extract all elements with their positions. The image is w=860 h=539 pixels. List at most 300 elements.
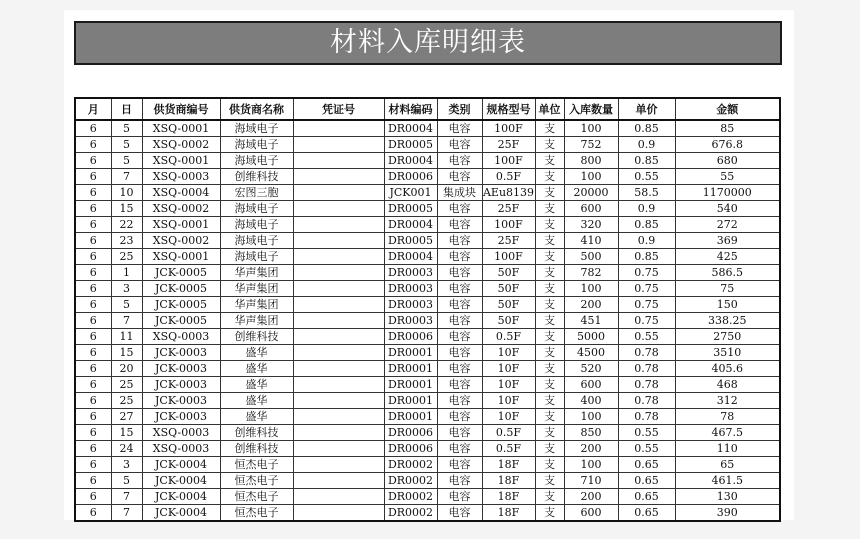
amount-cell[interactable]: 85: [675, 120, 780, 137]
material-code-cell[interactable]: DR0006: [384, 425, 437, 441]
spec-cell[interactable]: 10F: [482, 377, 535, 393]
category-cell[interactable]: 电容: [437, 329, 482, 345]
month-cell[interactable]: 6: [75, 345, 111, 361]
col-header-amount[interactable]: 金额: [675, 98, 780, 120]
quantity-cell[interactable]: 600: [564, 377, 618, 393]
supplier-name-cell[interactable]: 盛华: [220, 361, 293, 377]
voucher-cell[interactable]: [293, 441, 384, 457]
unit-price-cell[interactable]: 0.55: [618, 169, 675, 185]
material-code-cell[interactable]: DR0001: [384, 393, 437, 409]
material-code-cell[interactable]: DR0001: [384, 377, 437, 393]
voucher-cell[interactable]: [293, 489, 384, 505]
amount-cell[interactable]: 425: [675, 249, 780, 265]
month-cell[interactable]: 6: [75, 169, 111, 185]
material-code-cell[interactable]: DR0004: [384, 153, 437, 169]
category-cell[interactable]: 电容: [437, 377, 482, 393]
category-cell[interactable]: 电容: [437, 297, 482, 313]
category-cell[interactable]: 电容: [437, 425, 482, 441]
amount-cell[interactable]: 338.25: [675, 313, 780, 329]
quantity-cell[interactable]: 400: [564, 393, 618, 409]
unit-cell[interactable]: 支: [535, 281, 564, 297]
day-cell[interactable]: 5: [111, 473, 142, 489]
supplier-name-cell[interactable]: 海域电子: [220, 217, 293, 233]
voucher-cell[interactable]: [293, 505, 384, 522]
day-cell[interactable]: 7: [111, 169, 142, 185]
amount-cell[interactable]: 1170000: [675, 185, 780, 201]
material-code-cell[interactable]: DR0004: [384, 249, 437, 265]
supplier-name-cell[interactable]: 海域电子: [220, 153, 293, 169]
month-cell[interactable]: 6: [75, 153, 111, 169]
spec-cell[interactable]: 50F: [482, 297, 535, 313]
day-cell[interactable]: 5: [111, 120, 142, 137]
category-cell[interactable]: 电容: [437, 345, 482, 361]
month-cell[interactable]: 6: [75, 281, 111, 297]
material-code-cell[interactable]: DR0004: [384, 217, 437, 233]
category-cell[interactable]: 电容: [437, 457, 482, 473]
voucher-cell[interactable]: [293, 425, 384, 441]
supplier-id-cell[interactable]: XSQ-0001: [142, 249, 220, 265]
amount-cell[interactable]: 272: [675, 217, 780, 233]
month-cell[interactable]: 6: [75, 473, 111, 489]
voucher-cell[interactable]: [293, 265, 384, 281]
voucher-cell[interactable]: [293, 473, 384, 489]
supplier-name-cell[interactable]: 恒杰电子: [220, 489, 293, 505]
quantity-cell[interactable]: 200: [564, 441, 618, 457]
amount-cell[interactable]: 312: [675, 393, 780, 409]
voucher-cell[interactable]: [293, 201, 384, 217]
supplier-name-cell[interactable]: 海域电子: [220, 137, 293, 153]
day-cell[interactable]: 20: [111, 361, 142, 377]
unit-price-cell[interactable]: 0.75: [618, 313, 675, 329]
unit-cell[interactable]: 支: [535, 329, 564, 345]
spec-cell[interactable]: 18F: [482, 457, 535, 473]
unit-price-cell[interactable]: 0.85: [618, 249, 675, 265]
voucher-cell[interactable]: [293, 120, 384, 137]
day-cell[interactable]: 3: [111, 457, 142, 473]
supplier-name-cell[interactable]: 盛华: [220, 345, 293, 361]
material-code-cell[interactable]: DR0001: [384, 345, 437, 361]
month-cell[interactable]: 6: [75, 361, 111, 377]
material-code-cell[interactable]: DR0002: [384, 457, 437, 473]
amount-cell[interactable]: 75: [675, 281, 780, 297]
col-header-spec[interactable]: 规格型号: [482, 98, 535, 120]
category-cell[interactable]: 电容: [437, 153, 482, 169]
voucher-cell[interactable]: [293, 377, 384, 393]
unit-cell[interactable]: 支: [535, 201, 564, 217]
voucher-cell[interactable]: [293, 345, 384, 361]
quantity-cell[interactable]: 520: [564, 361, 618, 377]
unit-cell[interactable]: 支: [535, 361, 564, 377]
material-code-cell[interactable]: DR0005: [384, 233, 437, 249]
month-cell[interactable]: 6: [75, 120, 111, 137]
unit-price-cell[interactable]: 0.85: [618, 120, 675, 137]
material-code-cell[interactable]: DR0004: [384, 120, 437, 137]
day-cell[interactable]: 1: [111, 265, 142, 281]
material-code-cell[interactable]: DR0001: [384, 409, 437, 425]
voucher-cell[interactable]: [293, 137, 384, 153]
unit-price-cell[interactable]: 0.65: [618, 505, 675, 522]
category-cell[interactable]: 电容: [437, 361, 482, 377]
unit-price-cell[interactable]: 0.65: [618, 489, 675, 505]
unit-cell[interactable]: 支: [535, 153, 564, 169]
unit-price-cell[interactable]: 0.78: [618, 409, 675, 425]
spec-cell[interactable]: 100F: [482, 217, 535, 233]
supplier-id-cell[interactable]: XSQ-0001: [142, 153, 220, 169]
supplier-name-cell[interactable]: 海域电子: [220, 249, 293, 265]
unit-price-cell[interactable]: 0.78: [618, 361, 675, 377]
spec-cell[interactable]: 18F: [482, 489, 535, 505]
quantity-cell[interactable]: 100: [564, 169, 618, 185]
day-cell[interactable]: 23: [111, 233, 142, 249]
material-code-cell[interactable]: DR0001: [384, 361, 437, 377]
unit-cell[interactable]: 支: [535, 425, 564, 441]
category-cell[interactable]: 电容: [437, 393, 482, 409]
supplier-id-cell[interactable]: JCK-0005: [142, 265, 220, 281]
spec-cell[interactable]: 50F: [482, 313, 535, 329]
supplier-name-cell[interactable]: 创维科技: [220, 441, 293, 457]
spec-cell[interactable]: 18F: [482, 473, 535, 489]
voucher-cell[interactable]: [293, 329, 384, 345]
supplier-id-cell[interactable]: JCK-0004: [142, 505, 220, 522]
supplier-id-cell[interactable]: XSQ-0004: [142, 185, 220, 201]
amount-cell[interactable]: 150: [675, 297, 780, 313]
quantity-cell[interactable]: 4500: [564, 345, 618, 361]
day-cell[interactable]: 7: [111, 313, 142, 329]
supplier-name-cell[interactable]: 华声集团: [220, 297, 293, 313]
unit-price-cell[interactable]: 0.85: [618, 153, 675, 169]
unit-price-cell[interactable]: 0.75: [618, 297, 675, 313]
spec-cell[interactable]: 0.5F: [482, 169, 535, 185]
unit-cell[interactable]: 支: [535, 457, 564, 473]
unit-price-cell[interactable]: 0.65: [618, 457, 675, 473]
material-code-cell[interactable]: DR0006: [384, 329, 437, 345]
unit-price-cell[interactable]: 0.78: [618, 345, 675, 361]
month-cell[interactable]: 6: [75, 185, 111, 201]
amount-cell[interactable]: 461.5: [675, 473, 780, 489]
month-cell[interactable]: 6: [75, 201, 111, 217]
quantity-cell[interactable]: 20000: [564, 185, 618, 201]
supplier-name-cell[interactable]: 华声集团: [220, 281, 293, 297]
unit-price-cell[interactable]: 0.78: [618, 393, 675, 409]
month-cell[interactable]: 6: [75, 409, 111, 425]
unit-cell[interactable]: 支: [535, 169, 564, 185]
voucher-cell[interactable]: [293, 313, 384, 329]
unit-cell[interactable]: 支: [535, 233, 564, 249]
spec-cell[interactable]: 50F: [482, 281, 535, 297]
category-cell[interactable]: 集成块: [437, 185, 482, 201]
quantity-cell[interactable]: 200: [564, 297, 618, 313]
amount-cell[interactable]: 78: [675, 409, 780, 425]
quantity-cell[interactable]: 752: [564, 137, 618, 153]
supplier-name-cell[interactable]: 创维科技: [220, 169, 293, 185]
spec-cell[interactable]: 0.5F: [482, 425, 535, 441]
amount-cell[interactable]: 65: [675, 457, 780, 473]
supplier-name-cell[interactable]: 宏图三胞: [220, 185, 293, 201]
month-cell[interactable]: 6: [75, 297, 111, 313]
material-code-cell[interactable]: DR0002: [384, 473, 437, 489]
category-cell[interactable]: 电容: [437, 249, 482, 265]
unit-cell[interactable]: 支: [535, 473, 564, 489]
month-cell[interactable]: 6: [75, 377, 111, 393]
supplier-name-cell[interactable]: 海域电子: [220, 201, 293, 217]
amount-cell[interactable]: 676.8: [675, 137, 780, 153]
category-cell[interactable]: 电容: [437, 409, 482, 425]
quantity-cell[interactable]: 100: [564, 409, 618, 425]
unit-price-cell[interactable]: 0.9: [618, 201, 675, 217]
quantity-cell[interactable]: 600: [564, 201, 618, 217]
col-header-month[interactable]: 月: [75, 98, 111, 120]
supplier-id-cell[interactable]: XSQ-0003: [142, 329, 220, 345]
quantity-cell[interactable]: 100: [564, 281, 618, 297]
material-code-cell[interactable]: DR0003: [384, 281, 437, 297]
supplier-name-cell[interactable]: 恒杰电子: [220, 457, 293, 473]
month-cell[interactable]: 6: [75, 457, 111, 473]
unit-cell[interactable]: 支: [535, 393, 564, 409]
quantity-cell[interactable]: 710: [564, 473, 618, 489]
voucher-cell[interactable]: [293, 249, 384, 265]
material-code-cell[interactable]: DR0006: [384, 441, 437, 457]
col-header-voucher-no[interactable]: 凭证号: [293, 98, 384, 120]
supplier-name-cell[interactable]: 创维科技: [220, 329, 293, 345]
unit-cell[interactable]: 支: [535, 137, 564, 153]
col-header-quantity[interactable]: 入库数量: [564, 98, 618, 120]
day-cell[interactable]: 25: [111, 249, 142, 265]
amount-cell[interactable]: 55: [675, 169, 780, 185]
supplier-id-cell[interactable]: JCK-0004: [142, 489, 220, 505]
voucher-cell[interactable]: [293, 457, 384, 473]
material-code-cell[interactable]: DR0005: [384, 137, 437, 153]
voucher-cell[interactable]: [293, 409, 384, 425]
amount-cell[interactable]: 369: [675, 233, 780, 249]
quantity-cell[interactable]: 800: [564, 153, 618, 169]
supplier-id-cell[interactable]: XSQ-0002: [142, 201, 220, 217]
spec-cell[interactable]: 10F: [482, 393, 535, 409]
material-code-cell[interactable]: DR0003: [384, 297, 437, 313]
voucher-cell[interactable]: [293, 217, 384, 233]
voucher-cell[interactable]: [293, 169, 384, 185]
quantity-cell[interactable]: 320: [564, 217, 618, 233]
quantity-cell[interactable]: 100: [564, 457, 618, 473]
spec-cell[interactable]: 100F: [482, 153, 535, 169]
spec-cell[interactable]: 25F: [482, 137, 535, 153]
supplier-id-cell[interactable]: XSQ-0002: [142, 137, 220, 153]
unit-cell[interactable]: 支: [535, 217, 564, 233]
month-cell[interactable]: 6: [75, 393, 111, 409]
category-cell[interactable]: 电容: [437, 313, 482, 329]
day-cell[interactable]: 5: [111, 153, 142, 169]
material-code-cell[interactable]: DR0002: [384, 505, 437, 522]
spec-cell[interactable]: 100F: [482, 120, 535, 137]
amount-cell[interactable]: 467.5: [675, 425, 780, 441]
material-code-cell[interactable]: DR0002: [384, 489, 437, 505]
supplier-id-cell[interactable]: JCK-0003: [142, 377, 220, 393]
unit-cell[interactable]: 支: [535, 505, 564, 522]
amount-cell[interactable]: 130: [675, 489, 780, 505]
month-cell[interactable]: 6: [75, 217, 111, 233]
month-cell[interactable]: 6: [75, 489, 111, 505]
voucher-cell[interactable]: [293, 281, 384, 297]
supplier-name-cell[interactable]: 恒杰电子: [220, 473, 293, 489]
day-cell[interactable]: 15: [111, 345, 142, 361]
category-cell[interactable]: 电容: [437, 505, 482, 522]
amount-cell[interactable]: 110: [675, 441, 780, 457]
quantity-cell[interactable]: 600: [564, 505, 618, 522]
supplier-name-cell[interactable]: 恒杰电子: [220, 505, 293, 522]
col-header-supplier-name[interactable]: 供货商名称: [220, 98, 293, 120]
month-cell[interactable]: 6: [75, 137, 111, 153]
spec-cell[interactable]: 25F: [482, 233, 535, 249]
month-cell[interactable]: 6: [75, 425, 111, 441]
supplier-id-cell[interactable]: JCK-0004: [142, 473, 220, 489]
category-cell[interactable]: 电容: [437, 233, 482, 249]
month-cell[interactable]: 6: [75, 265, 111, 281]
category-cell[interactable]: 电容: [437, 137, 482, 153]
supplier-name-cell[interactable]: 盛华: [220, 409, 293, 425]
month-cell[interactable]: 6: [75, 233, 111, 249]
voucher-cell[interactable]: [293, 185, 384, 201]
supplier-id-cell[interactable]: XSQ-0002: [142, 233, 220, 249]
quantity-cell[interactable]: 451: [564, 313, 618, 329]
material-code-cell[interactable]: DR0006: [384, 169, 437, 185]
category-cell[interactable]: 电容: [437, 441, 482, 457]
voucher-cell[interactable]: [293, 153, 384, 169]
supplier-name-cell[interactable]: 海域电子: [220, 233, 293, 249]
amount-cell[interactable]: 405.6: [675, 361, 780, 377]
material-code-cell[interactable]: DR0003: [384, 313, 437, 329]
unit-cell[interactable]: 支: [535, 265, 564, 281]
unit-price-cell[interactable]: 58.5: [618, 185, 675, 201]
month-cell[interactable]: 6: [75, 313, 111, 329]
day-cell[interactable]: 10: [111, 185, 142, 201]
supplier-id-cell[interactable]: XSQ-0001: [142, 217, 220, 233]
quantity-cell[interactable]: 200: [564, 489, 618, 505]
unit-cell[interactable]: 支: [535, 409, 564, 425]
amount-cell[interactable]: 468: [675, 377, 780, 393]
month-cell[interactable]: 6: [75, 329, 111, 345]
unit-price-cell[interactable]: 0.75: [618, 265, 675, 281]
voucher-cell[interactable]: [293, 393, 384, 409]
col-header-supplier-id[interactable]: 供货商编号: [142, 98, 220, 120]
day-cell[interactable]: 3: [111, 281, 142, 297]
spec-cell[interactable]: 10F: [482, 409, 535, 425]
spec-cell[interactable]: 10F: [482, 345, 535, 361]
quantity-cell[interactable]: 100: [564, 120, 618, 137]
unit-price-cell[interactable]: 0.85: [618, 217, 675, 233]
quantity-cell[interactable]: 850: [564, 425, 618, 441]
amount-cell[interactable]: 390: [675, 505, 780, 522]
spec-cell[interactable]: 18F: [482, 505, 535, 522]
unit-price-cell[interactable]: 0.55: [618, 425, 675, 441]
quantity-cell[interactable]: 500: [564, 249, 618, 265]
material-code-cell[interactable]: JCK001: [384, 185, 437, 201]
col-header-category[interactable]: 类别: [437, 98, 482, 120]
unit-cell[interactable]: 支: [535, 313, 564, 329]
supplier-id-cell[interactable]: JCK-0003: [142, 345, 220, 361]
day-cell[interactable]: 27: [111, 409, 142, 425]
quantity-cell[interactable]: 410: [564, 233, 618, 249]
month-cell[interactable]: 6: [75, 505, 111, 522]
col-header-material-code[interactable]: 材料编码: [384, 98, 437, 120]
spec-cell[interactable]: 10F: [482, 361, 535, 377]
day-cell[interactable]: 24: [111, 441, 142, 457]
unit-price-cell[interactable]: 0.78: [618, 377, 675, 393]
unit-cell[interactable]: 支: [535, 345, 564, 361]
day-cell[interactable]: 25: [111, 393, 142, 409]
supplier-name-cell[interactable]: 华声集团: [220, 313, 293, 329]
quantity-cell[interactable]: 5000: [564, 329, 618, 345]
unit-price-cell[interactable]: 0.9: [618, 233, 675, 249]
day-cell[interactable]: 7: [111, 505, 142, 522]
supplier-id-cell[interactable]: XSQ-0003: [142, 425, 220, 441]
supplier-id-cell[interactable]: JCK-0003: [142, 409, 220, 425]
supplier-name-cell[interactable]: 华声集团: [220, 265, 293, 281]
month-cell[interactable]: 6: [75, 249, 111, 265]
day-cell[interactable]: 15: [111, 201, 142, 217]
amount-cell[interactable]: 680: [675, 153, 780, 169]
day-cell[interactable]: 22: [111, 217, 142, 233]
day-cell[interactable]: 11: [111, 329, 142, 345]
supplier-id-cell[interactable]: JCK-0005: [142, 281, 220, 297]
unit-price-cell[interactable]: 0.65: [618, 473, 675, 489]
category-cell[interactable]: 电容: [437, 489, 482, 505]
day-cell[interactable]: 15: [111, 425, 142, 441]
supplier-name-cell[interactable]: 创维科技: [220, 425, 293, 441]
voucher-cell[interactable]: [293, 361, 384, 377]
day-cell[interactable]: 5: [111, 137, 142, 153]
unit-cell[interactable]: 支: [535, 489, 564, 505]
spec-cell[interactable]: 0.5F: [482, 329, 535, 345]
unit-cell[interactable]: 支: [535, 249, 564, 265]
amount-cell[interactable]: 2750: [675, 329, 780, 345]
spec-cell[interactable]: 25F: [482, 201, 535, 217]
unit-cell[interactable]: 支: [535, 120, 564, 137]
spec-cell[interactable]: 50F: [482, 265, 535, 281]
unit-cell[interactable]: 支: [535, 377, 564, 393]
material-code-cell[interactable]: DR0005: [384, 201, 437, 217]
supplier-name-cell[interactable]: 盛华: [220, 377, 293, 393]
unit-cell[interactable]: 支: [535, 441, 564, 457]
category-cell[interactable]: 电容: [437, 120, 482, 137]
category-cell[interactable]: 电容: [437, 281, 482, 297]
category-cell[interactable]: 电容: [437, 201, 482, 217]
unit-price-cell[interactable]: 0.75: [618, 281, 675, 297]
supplier-name-cell[interactable]: 盛华: [220, 393, 293, 409]
supplier-id-cell[interactable]: JCK-0005: [142, 313, 220, 329]
col-header-unit-price[interactable]: 单价: [618, 98, 675, 120]
voucher-cell[interactable]: [293, 233, 384, 249]
supplier-id-cell[interactable]: JCK-0005: [142, 297, 220, 313]
category-cell[interactable]: 电容: [437, 473, 482, 489]
unit-cell[interactable]: 支: [535, 185, 564, 201]
unit-price-cell[interactable]: 0.55: [618, 329, 675, 345]
supplier-id-cell[interactable]: JCK-0004: [142, 457, 220, 473]
unit-price-cell[interactable]: 0.55: [618, 441, 675, 457]
amount-cell[interactable]: 3510: [675, 345, 780, 361]
supplier-id-cell[interactable]: XSQ-0003: [142, 441, 220, 457]
spec-cell[interactable]: AEu8139: [482, 186, 535, 199]
spec-cell[interactable]: 100F: [482, 249, 535, 265]
material-code-cell[interactable]: DR0003: [384, 265, 437, 281]
day-cell[interactable]: 5: [111, 297, 142, 313]
category-cell[interactable]: 电容: [437, 217, 482, 233]
col-header-unit[interactable]: 单位: [535, 98, 564, 120]
supplier-id-cell[interactable]: XSQ-0003: [142, 169, 220, 185]
supplier-id-cell[interactable]: XSQ-0001: [142, 120, 220, 137]
voucher-cell[interactable]: [293, 297, 384, 313]
supplier-id-cell[interactable]: JCK-0003: [142, 393, 220, 409]
col-header-day[interactable]: 日: [111, 98, 142, 120]
spec-cell[interactable]: 0.5F: [482, 441, 535, 457]
